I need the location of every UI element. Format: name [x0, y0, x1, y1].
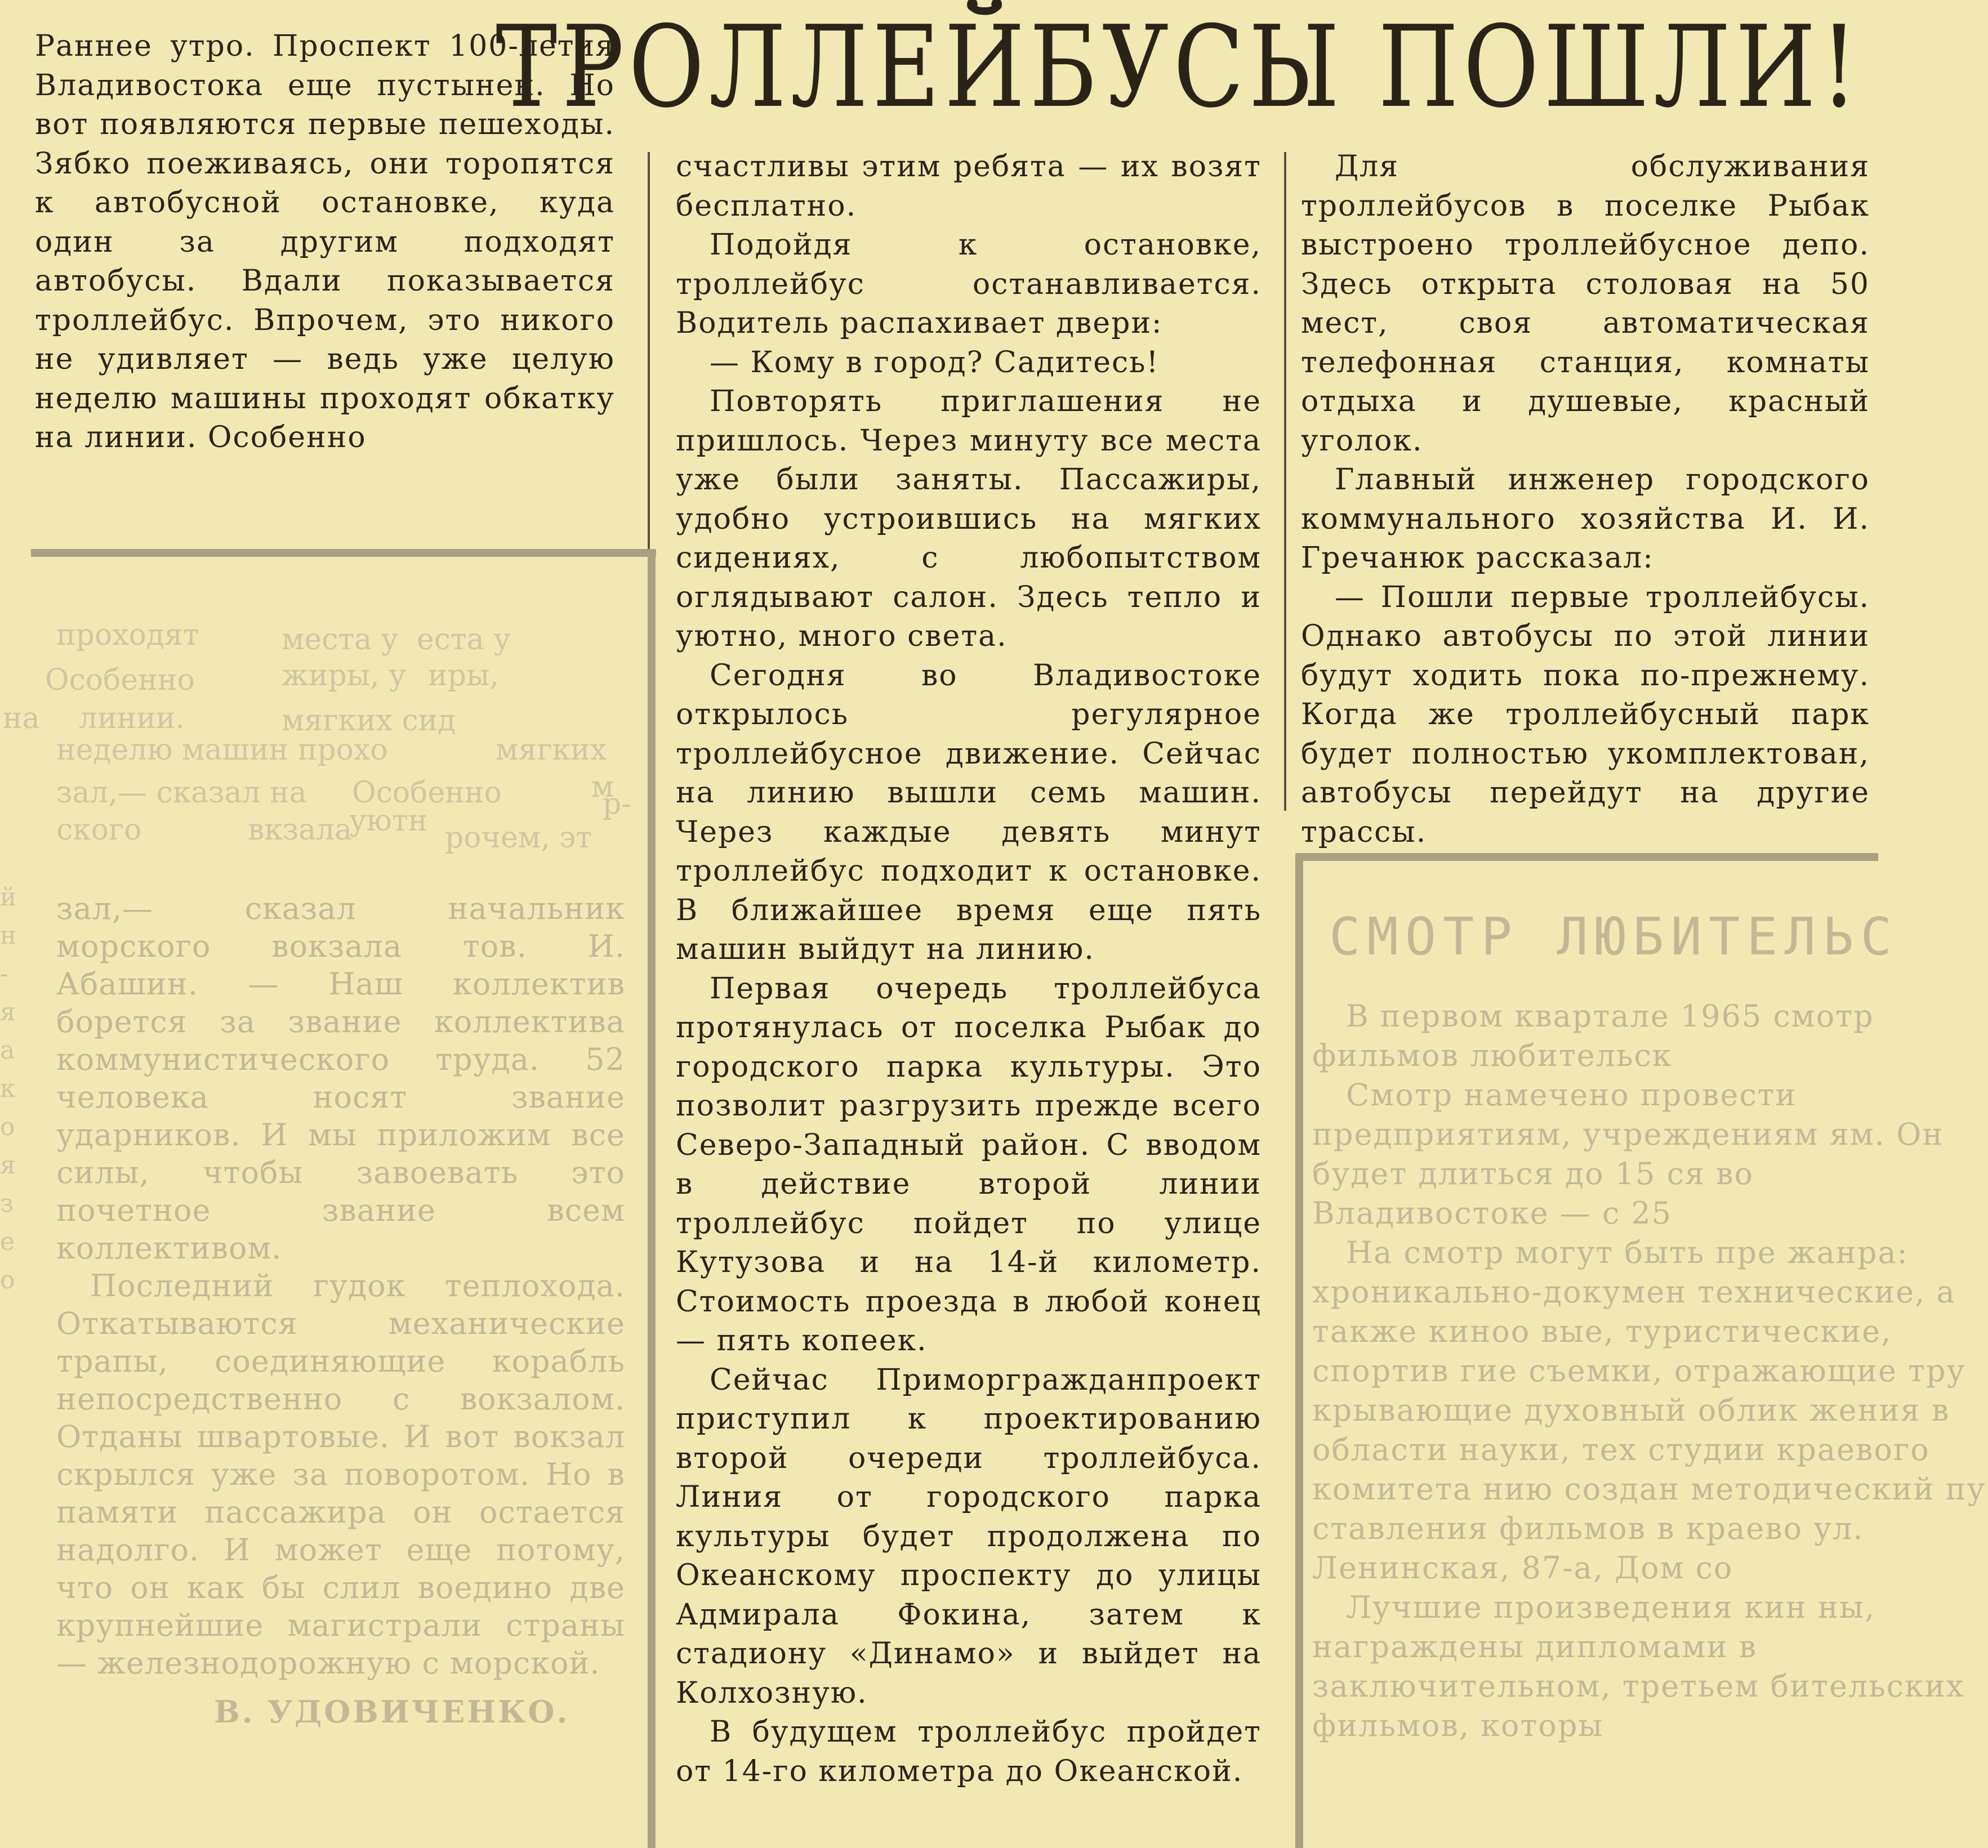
box-rule-top [31, 549, 656, 557]
headline: ТРОЛЛЕЙБУСЫ ПОШЛИ! [496, 2, 1862, 133]
ghost-line: места у [282, 623, 399, 657]
box-rule-top-right [1295, 853, 1878, 861]
ghost-line: проходят [56, 618, 199, 652]
ghost-line: зал,— сказал на [56, 776, 307, 810]
article-column-1 [35, 27, 615, 458]
paragraph: Первая очередь троллейбуса протянулась от поселка Рыбак до городского парка культуры. Это позволит разгрузить прежде всего Северо-Западный район. С вводом в действие второй линии троллейбус пойдет по улице Кутузова и на 14-й километр. Стоимость проезда в любой конец — пять копеек. [676, 971, 1262, 1358]
left-edge-clipped-column [0, 878, 17, 1847]
lower-left-body [56, 890, 625, 1731]
ghost-line: мягких [496, 733, 607, 767]
ghost-line: вкзала [248, 813, 353, 847]
paragraph: Сейчас Приморгражданпроект приступил к проектированию второй очереди троллейбуса. Линия от городского парка культуры будет продолжена по Океанскому проспекту до улицы Адмирала Фокина, затем к стадиону «Динамо» и выйдет на Колхозную. [676, 1363, 1262, 1710]
paragraph: Сегодня во Владивостоке открылось регулярное троллейбусное движение. Сейчас на линию вышли семь машин. Через каждые девять минут троллейбус подходит к остановке. В ближайшее время еще пять машин выйдут на линию. [676, 658, 1262, 966]
edge-letter: - [0, 959, 8, 988]
lower-right-body [1312, 997, 1988, 1746]
lower-left-article [3, 617, 642, 1848]
paragraph: Лучшие произведения кин ны, награждены дипломами в заключительном, третьем бительских фильмов, которы [1312, 1590, 1965, 1743]
paragraph: Раннее утро. Проспект 100-летия Владивостока еще пустынен. Но вот появляются первые пешеходы. Зябко поеживаясь, они торопятся к автобусной остановке, куда один за другим подходят автобусы. Вдали показывается троллейбус. Впрочем, это никого не удивляет — ведь уже целую неделю машины проходят обкатку на линии. Особенно [35, 29, 615, 454]
ghost-line: уютн [349, 804, 428, 838]
paragraph: В будущем троллейбус пройдет от 14-го километра до Океанской. [676, 1715, 1262, 1788]
ghost-line: еста у [417, 623, 511, 657]
ghost-line: Особенно [352, 776, 502, 810]
ghost-line: р- [603, 787, 631, 821]
ghost-line: м [591, 770, 614, 804]
column-rule-2 [1284, 152, 1286, 811]
ghost-line: Особенно [45, 663, 195, 697]
edge-letter: а [0, 1036, 15, 1065]
paragraph: счастливы этим ребята — их возят бесплатно. [676, 150, 1262, 223]
ghost-line: иры, [428, 659, 499, 693]
signature: В. УДОВИЧЕНКО. [214, 1694, 570, 1730]
paragraph: — Кому в город? Садитесь! [710, 345, 1160, 380]
lower-right-article [1312, 997, 1986, 1848]
paragraph: — Пошли первые троллейбусы. Однако автобусы по этой линии будут ходить пока по-прежнему. Когда же троллейбусный парк будет полностью укомплектован, автобусы перейдут на другие трассы. [1301, 580, 1870, 849]
paragraph: Для обслуживания троллейбусов в поселке Рыбак выстроено троллейбусное депо. Здесь открыта столовая на 50 мест, своя автоматическая телефонная станция, комнаты отдыха и душевые, красный уголок. [1301, 150, 1870, 458]
column-rule-1 [648, 152, 650, 552]
edge-letter: я [0, 998, 16, 1026]
paragraph: Последний гудок теплохода. Откатываются механические трапы, соединяющие корабль непосредственно с вокзалом. Отданы швартовые. И вот вокзал скрылся уже за поворотом. Но в памяти пассажира он остается надолго. И может еще потому, что он как бы слил воедино две крупнейшие магистрали страны — железнодорожную с морской. [56, 1268, 625, 1681]
edge-letter: к [0, 1074, 16, 1103]
article-column-2 [676, 148, 1262, 1791]
paragraph: Смотр намечено провести предприятиям, учреждениям ям. Он будет длиться до 15 ся во Владивостоке — с 25 [1312, 1077, 1944, 1231]
ghost-line: линии. [79, 702, 185, 735]
paragraph: В первом квартале 1965 смотр фильмов любительск [1312, 998, 1874, 1073]
edge-letter: з [0, 1189, 14, 1218]
paragraph: Главный инженер городского коммунального хозяйства И. И. Гречанюк рассказал: [1301, 463, 1870, 575]
ghost-line: жиры, у [282, 659, 406, 693]
ghost-line: рочем, эт [445, 821, 592, 855]
edge-letter: е [0, 1227, 15, 1256]
edge-letter: я [0, 1151, 16, 1180]
edge-letter: о [0, 1113, 15, 1141]
edge-letter: н [0, 921, 17, 950]
paragraph: Подойдя к остановке, троллейбус останавливается. Водитель распахивает двери: [676, 228, 1262, 340]
edge-letter: о [0, 1266, 15, 1295]
paragraph: зал,— сказал начальник морского вокзала тов. И. Абашин. — Наш коллектив борется за звание коллектива коммунистического труда. 52 человека носят звание ударников. И мы приложим все силы, чтобы завоевать это почетное звание всем коллективом. [56, 891, 625, 1266]
paragraph: Повторять приглашения не пришлось. Через минуту все места уже были заняты. Пассажиры, удобно устроившись на мягких сидениях, с любопытством оглядывают салон. Здесь тепло и уютно, много света. [676, 385, 1262, 653]
ghost-line: мягких сид [282, 704, 456, 738]
ghost-line: неделю машин прохо [56, 733, 388, 767]
section-headline: СМОТР ЛЮБИТЕЛЬС [1329, 907, 1898, 967]
box-rule-left-right [1295, 853, 1303, 1848]
edge-letter: й [0, 883, 17, 912]
paragraph: На смотр могут быть пре жанра: хроникально-докумен технические, а также киноо вые, туристические, спортив гие съемки, отражающие тру крывающие духовный облик жения в области науки, тех студии краевого комитета нию создан методический пу ставления фильмов в краево ул. Ленинская, 87-а, Дом со [1312, 1235, 1986, 1586]
article-column-3 [1301, 148, 1870, 852]
ghost-line: ского [56, 813, 142, 847]
ghost-line: на [3, 702, 40, 735]
